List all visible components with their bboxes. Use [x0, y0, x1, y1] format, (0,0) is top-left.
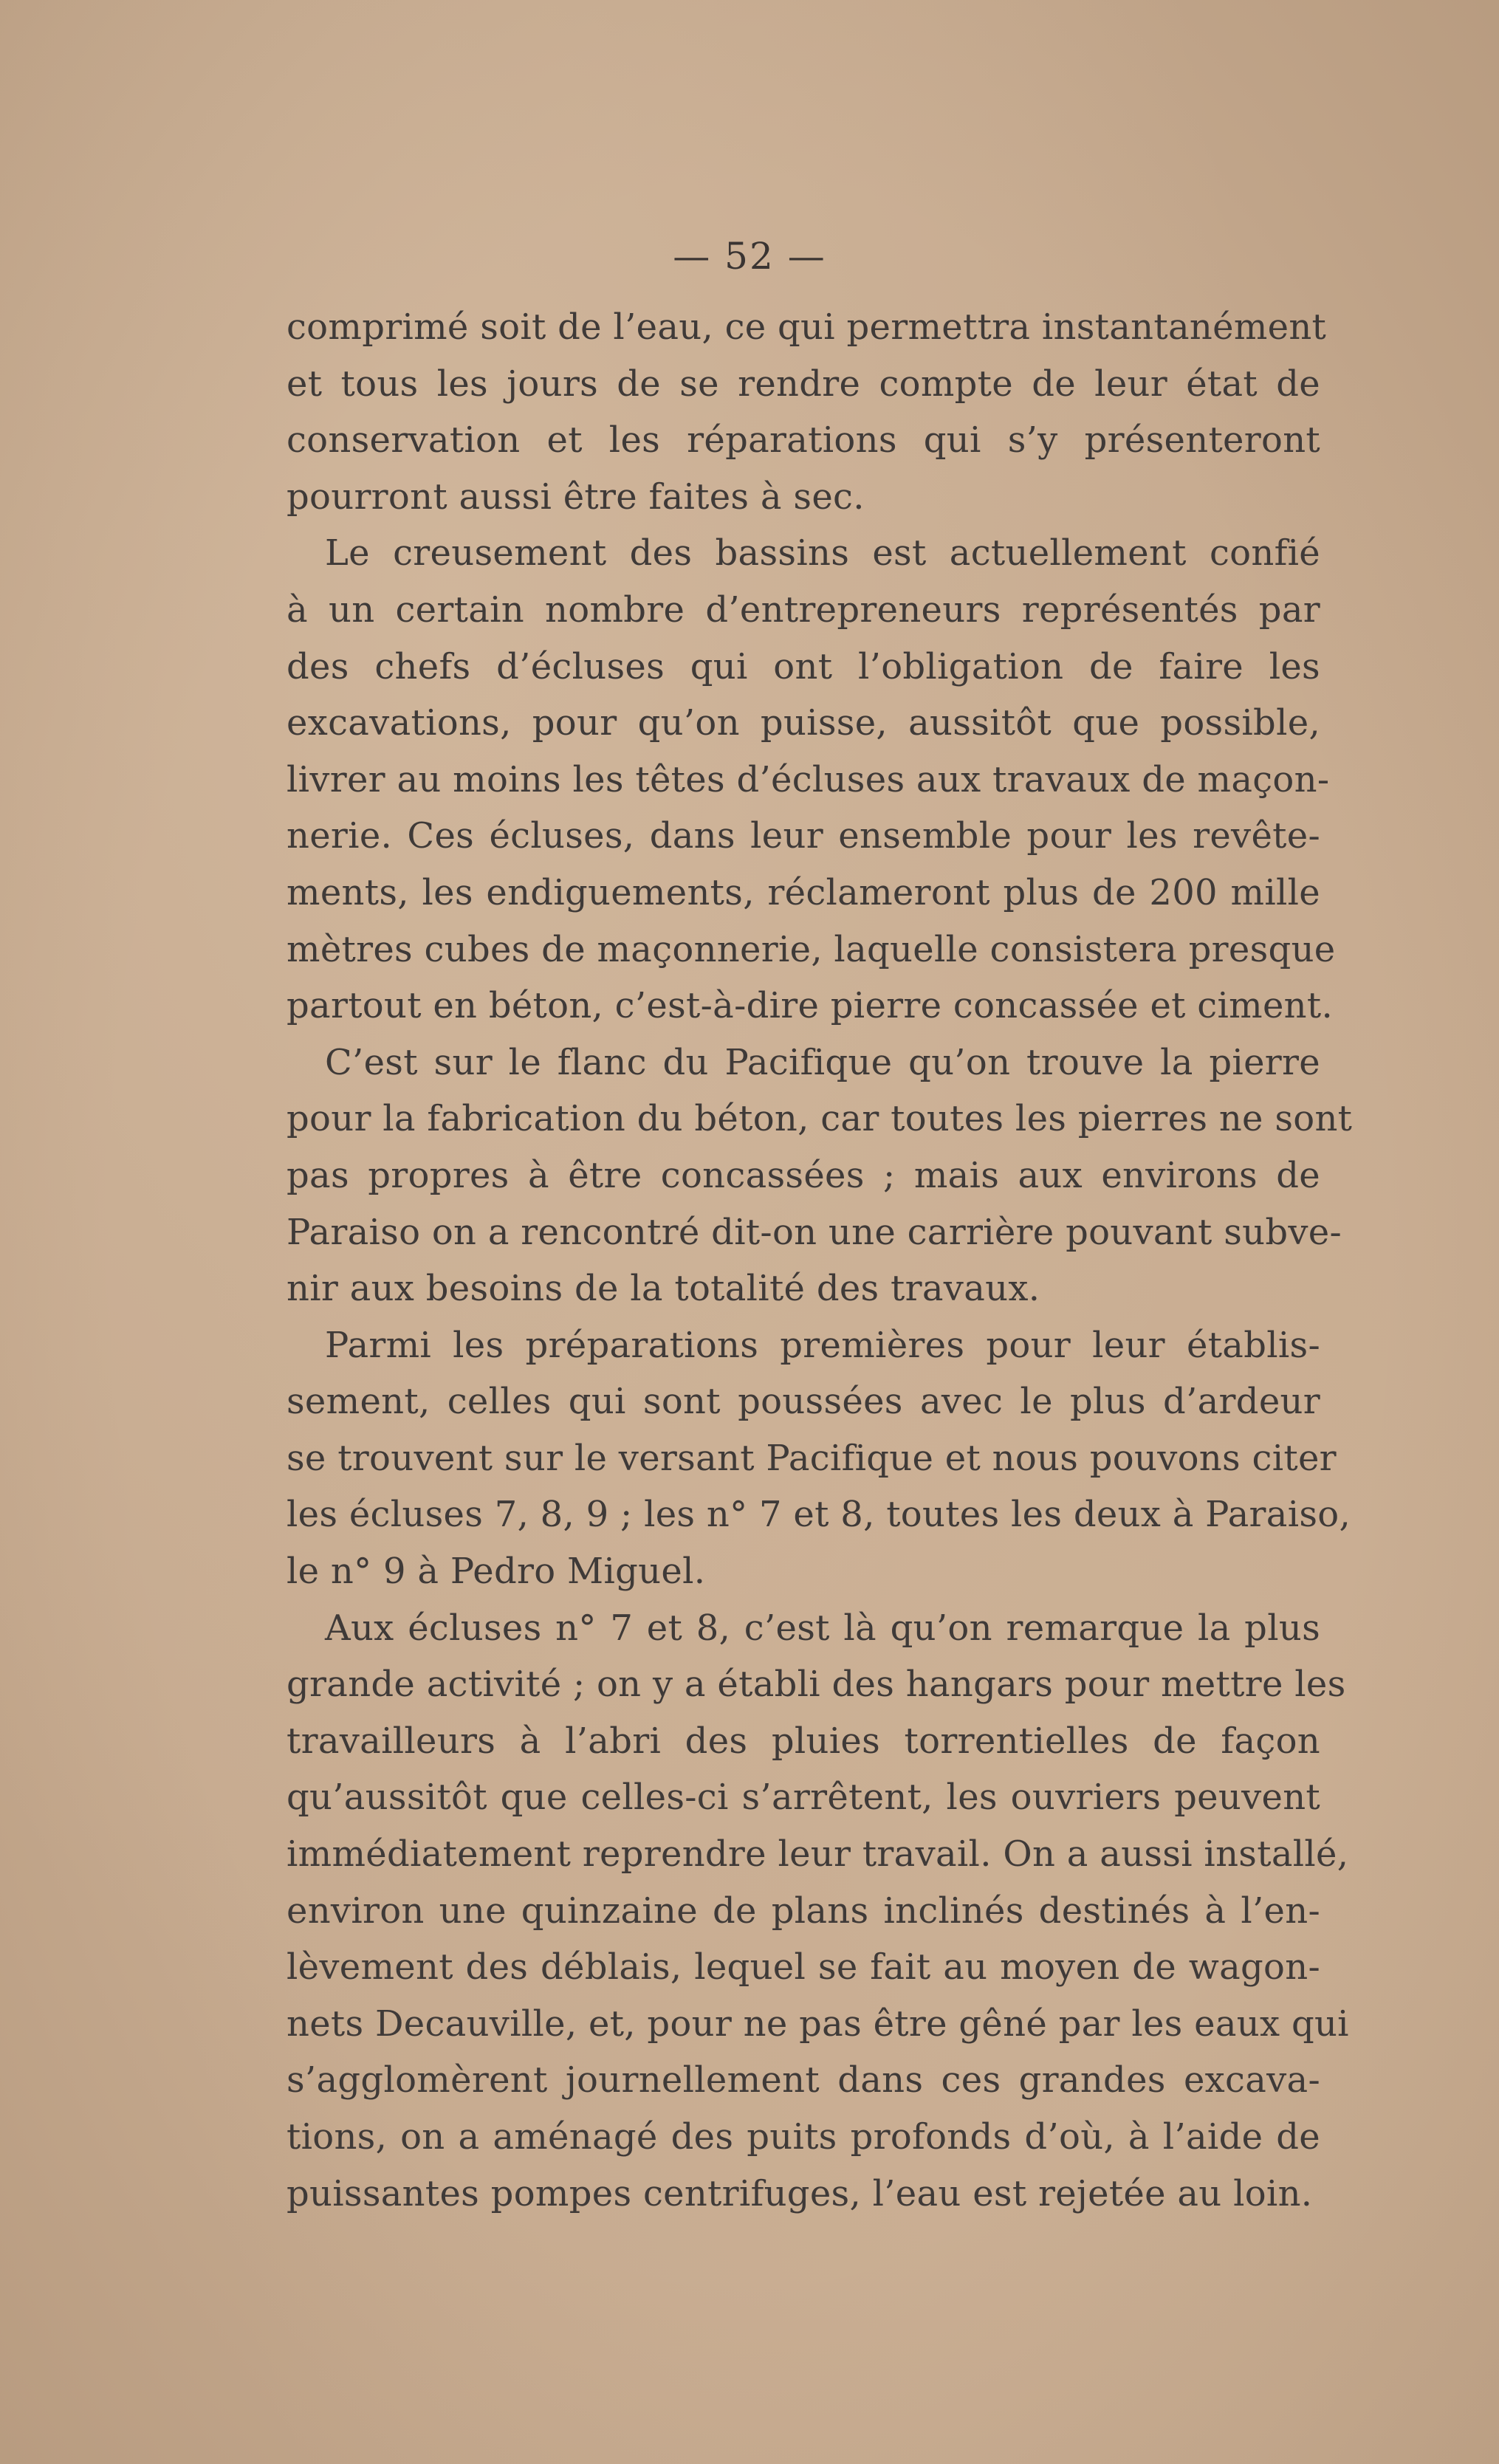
text-line: nir aux besoins de la totalité des travaux. [287, 1268, 1040, 1310]
text-line: mètres cubes de maçonnerie, laquelle consistera presque [287, 928, 1336, 970]
body-text [287, 299, 1353, 2222]
text-line: conservation et les réparations qui s’y présenteront [287, 419, 1320, 461]
text-line: partout en béton, c’est-à-dire pierre concassée et ciment. [287, 985, 1334, 1027]
text-line: comprimé soit de l’eau, ce qui permettra instantanément [287, 306, 1327, 348]
text-line: grande activité ; on y a établi des hangars pour mettre les [287, 1664, 1346, 1706]
text-line: des chefs d’écluses qui ont l’obligation de faire les [287, 645, 1320, 687]
page-number: — 52 — [673, 235, 826, 278]
text-line: pas propres à être concassées ; mais aux environs de [287, 1154, 1320, 1196]
text-line: lèvement des déblais, lequel se fait au moyen de wagon- [287, 1946, 1320, 1988]
text-line: Paraiso on a rencontré dit-on une carrière pouvant subve- [287, 1211, 1342, 1253]
text-line: puissantes pompes centrifuges, l’eau est rejetée au loin. [287, 2172, 1313, 2214]
text-line: et tous les jours de se rendre compte de leur état de [287, 363, 1320, 405]
text-line: le n° 9 à Pedro Miguel. [287, 1551, 706, 1593]
paragraph-first-line: Parmi les préparations premières pour leur établis- [325, 1324, 1320, 1366]
text-line: les écluses 7, 8, 9 ; les n° 7 et 8, toutes les deux à Paraiso, [287, 1494, 1351, 1536]
text-line: s’agglomèrent journellement dans ces grandes excava- [287, 2059, 1320, 2101]
text-line: à un certain nombre d’entrepreneurs représentés par [287, 588, 1320, 631]
text-line: environ une quinzaine de plans inclinés destinés à l’en- [287, 1890, 1320, 1932]
text-line: nerie. Ces écluses, dans leur ensemble pour les revête- [287, 815, 1320, 857]
text-line: excavations, pour qu’on puisse, aussitôt que possible, [287, 702, 1320, 744]
text-line: se trouvent sur le versant Pacifique et nous pouvons citer [287, 1437, 1337, 1479]
text-line: livrer au moins les têtes d’écluses aux travaux de maçon- [287, 758, 1330, 800]
text-line: qu’aussitôt que celles-ci s’arrêtent, les ouvriers peuvent [287, 1777, 1320, 1819]
text-line: pourront aussi être faites à sec. [287, 476, 865, 518]
text-line: tions, on a aménagé des puits profonds d’où, à l’aide de [287, 2116, 1320, 2158]
text-line: pour la fabrication du béton, car toutes les pierres ne sont [287, 1098, 1353, 1140]
paragraph-first-line: C’est sur le flanc du Pacifique qu’on trouve la pierre [325, 1041, 1320, 1083]
paragraph-first-line: Aux écluses n° 7 et 8, c’est là qu’on remarque la plus [325, 1607, 1320, 1649]
text-line: ments, les endiguements, réclameront plus de 200 mille [287, 871, 1320, 913]
text-line: immédiatement reprendre leur travail. On a aussi installé, [287, 1833, 1349, 1876]
text-line: sement, celles qui sont poussées avec le plus d’ardeur [287, 1381, 1320, 1423]
text-line: nets Decauville, et, pour ne pas être gêné par les eaux qui [287, 2003, 1349, 2045]
paragraph-first-line: Le creusement des bassins est actuellement confié [325, 532, 1320, 574]
text-line: travailleurs à l’abri des pluies torrentielles de façon [287, 1720, 1320, 1762]
